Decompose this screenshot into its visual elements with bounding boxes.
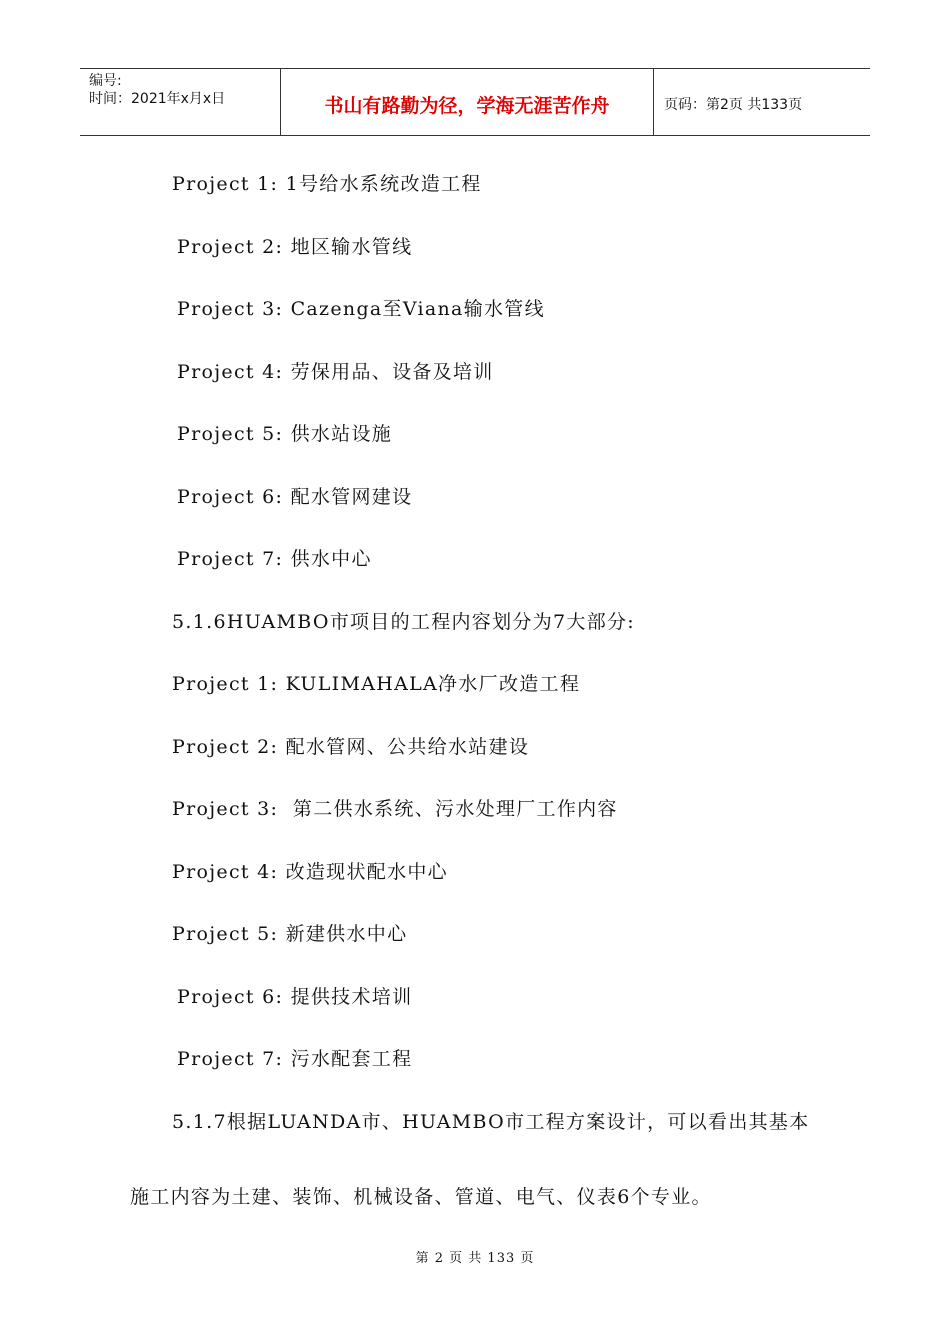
page-footer: 第 2 页 共 133 页: [415, 1251, 535, 1266]
body-line: Project 3: Cazenga至Viana输水管线: [177, 298, 545, 320]
body-line: Project 7: 污水配套工程: [177, 1048, 413, 1070]
body-line: 施工内容为土建、装饰、机械设备、管道、电气、仪表6个专业。: [130, 1186, 712, 1208]
body-line: Project 6: 提供技术培训: [177, 986, 413, 1008]
body-line: Project 2: 配水管网、公共给水站建设: [172, 736, 530, 758]
body-line: Project 6: 配水管网建设: [177, 486, 413, 508]
body-line: Project 2: 地区输水管线: [177, 236, 413, 258]
page-header: [80, 68, 870, 136]
body-line: Project 1: KULIMAHALA净水厂改造工程: [172, 673, 581, 695]
body-line: Project 4: 劳保用品、设备及培训: [177, 361, 494, 383]
body-line: Project 4: 改造现状配水中心: [172, 861, 448, 883]
body-line: Project 5: 供水站设施: [177, 423, 393, 445]
header-page-info: 页码：第2页 共133页: [664, 97, 803, 113]
date-label: 时间：2021年x月x日: [89, 91, 226, 107]
body-line: Project 3: 第二供水系统、污水处理厂工作内容: [172, 798, 618, 820]
body-line: Project 7: 供水中心: [177, 548, 372, 570]
header-motto: 书山有路勤为径，学海无涯苦作舟: [281, 69, 654, 135]
body-line: Project 1: 1号给水系统改造工程: [172, 173, 482, 195]
number-label: 编号:: [89, 73, 122, 89]
header-meta-cell: [80, 69, 281, 135]
body-line: Project 5: 新建供水中心: [172, 923, 408, 945]
section-heading: 5.1.7根据LUANDA市、HUAMBO市工程方案设计，可以看出其基本: [172, 1111, 810, 1133]
section-heading: 5.1.6HUAMBO市项目的工程内容划分为7大部分:: [172, 611, 635, 633]
